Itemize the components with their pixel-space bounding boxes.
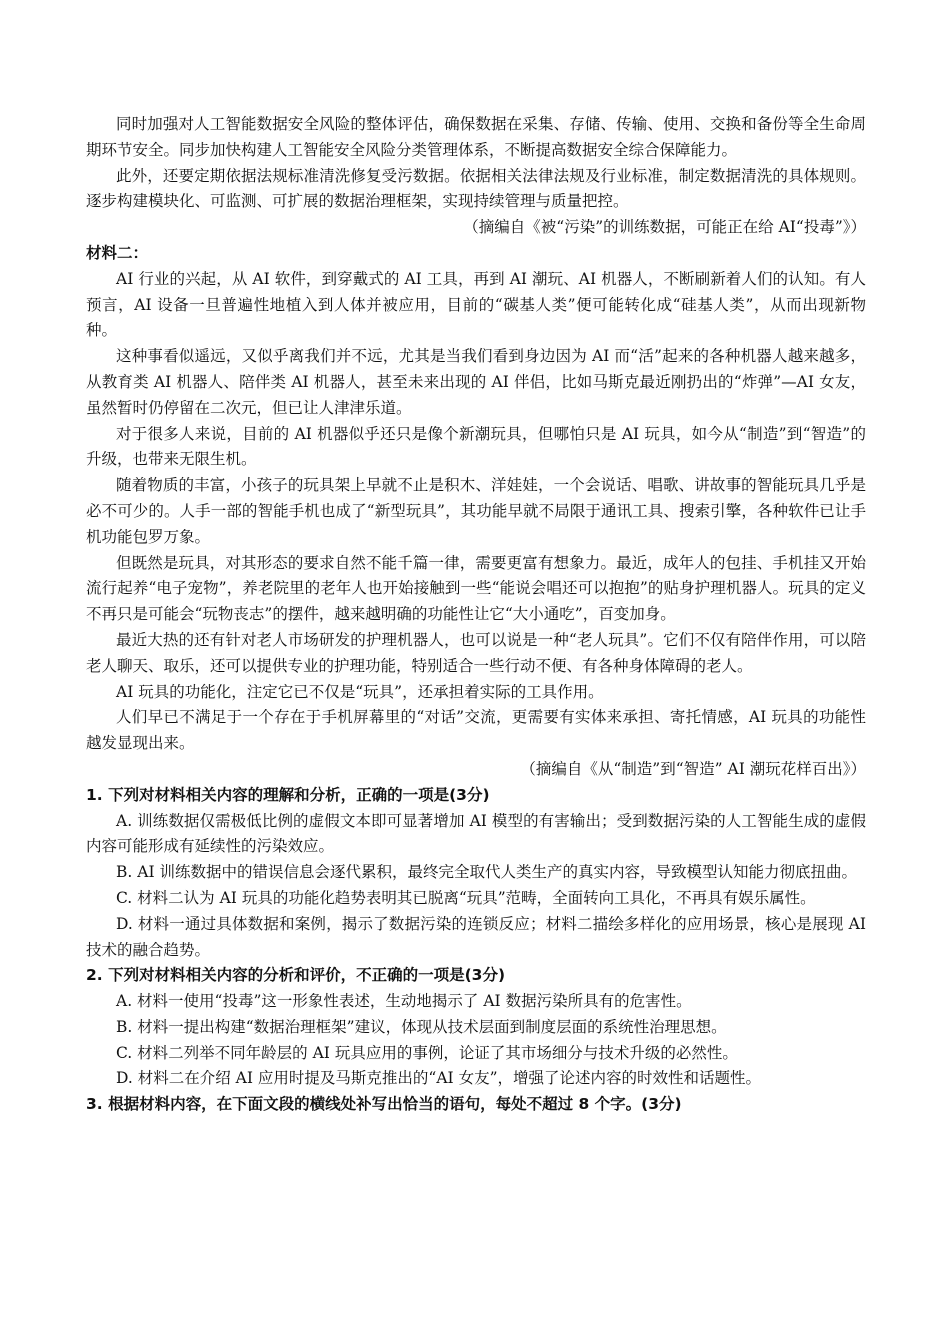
material-two: [86, 241, 866, 783]
paragraph: AI 玩具的功能化，注定它已不仅是“玩具”，还承担着实际的工具作用。: [116, 682, 604, 701]
question-1: [86, 783, 866, 964]
paragraph: 同时加强对人工智能数据安全风险的整体评估，确保数据在采集、存储、传输、使用、交换和备份等全生命周期环节安全。同步加快构建人工智能安全风险分类管理体系，不断提高数据安全综合保障能力。: [86, 115, 866, 159]
question-stem: 1. 下列对材料相关内容的理解和分析，正确的一项是(3分): [86, 785, 490, 804]
answer-option: A. 训练数据仅需极低比例的虚假文本即可显著增加 AI 模型的有害输出；受到数据污染的人工智能生成的虚假内容可能形成有延续性的污染效应。: [86, 811, 866, 856]
answer-option: B. 材料一提出构建“数据治理框架”建议，体现从技术层面到制度层面的系统性治理思想。: [116, 1017, 727, 1036]
answer-option: D. 材料一通过具体数据和案例，揭示了数据污染的连锁反应；材料二描绘多样化的应用场景，核心是展现 AI 技术的融合趋势。: [86, 914, 866, 959]
question-3: [86, 1092, 866, 1118]
paragraph: 人们早已不满足于一个存在于手机屏幕里的“对话”交流，更需要有实体来承担、寄托情感，AI 玩具的功能性越发显现出来。: [86, 708, 866, 753]
section-heading: 材料二：: [86, 243, 149, 262]
question-stem: 3. 根据材料内容，在下面文段的横线处补写出恰当的语句，每处不超过 8 个字。(3分): [86, 1095, 682, 1114]
question-2: [86, 963, 866, 1092]
source-citation: （摘编自《从“制造”到“智造” AI 潮玩花样百出》）: [520, 759, 866, 778]
paragraph: AI 行业的兴起，从 AI 软件，到穿戴式的 AI 工具，再到 AI 潮玩、AI 机器人，不断刷新着人们的认知。有人预言，AI 设备一旦普遍性地植入到人体并被应用，目前的“碳基人类”便可能转化成“硅基人类”，从而出现新物种。: [86, 269, 866, 340]
source-citation: （摘编自《被“污染”的训练数据，可能正在给 AI“投毒”》）: [463, 218, 866, 237]
paragraph: 但既然是玩具，对其形态的要求自然不能千篇一律，需要更富有想象力。最近，成年人的包挂、手机挂又开始流行起养“电子宠物”，养老院里的老年人也开始接触到一些“能说会唱还可以抱抱”的贴身护理机器人。玩具的定义不再只是可能会“玩物丧志”的摆件，越来越明确的功能性让它“大小通吃”，百变加身。: [86, 553, 866, 624]
exam-content: [86, 112, 866, 1118]
paragraph: 这种事看似遥远，又似乎离我们并不远，尤其是当我们看到身边因为 AI 而“活”起来的各种机器人越来越多，从教育类 AI 机器人、陪伴类 AI 机器人，甚至未来出现的 AI 伴侣，比如马斯克最近刚扔出的“炸弹”—AI 女友，虽然暂时仍停留在二次元，但已让人津津乐道。: [86, 347, 866, 417]
answer-option: A. 材料一使用“投毒”这一形象性表述，生动地揭示了 AI 数据污染所具有的危害性。: [116, 992, 692, 1011]
paragraph: 随着物质的丰富，小孩子的玩具架上早就不止是积木、洋娃娃，一个会说话、唱歌、讲故事的智能玩具几乎是必不可少的。人手一部的智能手机也成了“新型玩具”，其功能早就不局限于通讯工具、搜索引擎，各种软件已让手机功能包罗万象。: [86, 476, 866, 546]
paragraph: 此外，还要定期依据法规标准清洗修复受污数据。依据相关法律法规及行业标准，制定数据清洗的具体规则。逐步构建模块化、可监测、可扩展的数据治理框架，实现持续管理与质量把控。: [86, 166, 866, 211]
answer-option: D. 材料二在介绍 AI 应用时提及马斯克推出的“AI 女友”，增强了论述内容的时效性和话题性。: [116, 1069, 761, 1088]
answer-option: C. 材料二认为 AI 玩具的功能化趋势表明其已脱离“玩具”范畴，全面转向工具化，不再具有娱乐属性。: [116, 888, 816, 907]
material-one-tail: [86, 112, 866, 241]
answer-option: C. 材料二列举不同年龄层的 AI 玩具应用的事例，论证了其市场细分与技术升级的必然性。: [116, 1043, 738, 1062]
paragraph: 对于很多人来说，目前的 AI 机器似乎还只是像个新潮玩具，但哪怕只是 AI 玩具，如今从“制造”到“智造”的升级，也带来无限生机。: [86, 424, 866, 469]
answer-option: B. AI 训练数据中的错误信息会逐代累积，最终完全取代人类生产的真实内容，导致模型认知能力彻底扭曲。: [116, 863, 857, 882]
question-stem: 2. 下列对材料相关内容的分析和评价，不正确的一项是(3分): [86, 966, 506, 985]
paragraph: 最近大热的还有针对老人市场研发的护理机器人，也可以说是一种“老人玩具”。它们不仅有陪伴作用，可以陪老人聊天、取乐，还可以提供专业的护理功能，特别适合一些行动不便、有各种身体障碍的老人。: [86, 630, 866, 675]
